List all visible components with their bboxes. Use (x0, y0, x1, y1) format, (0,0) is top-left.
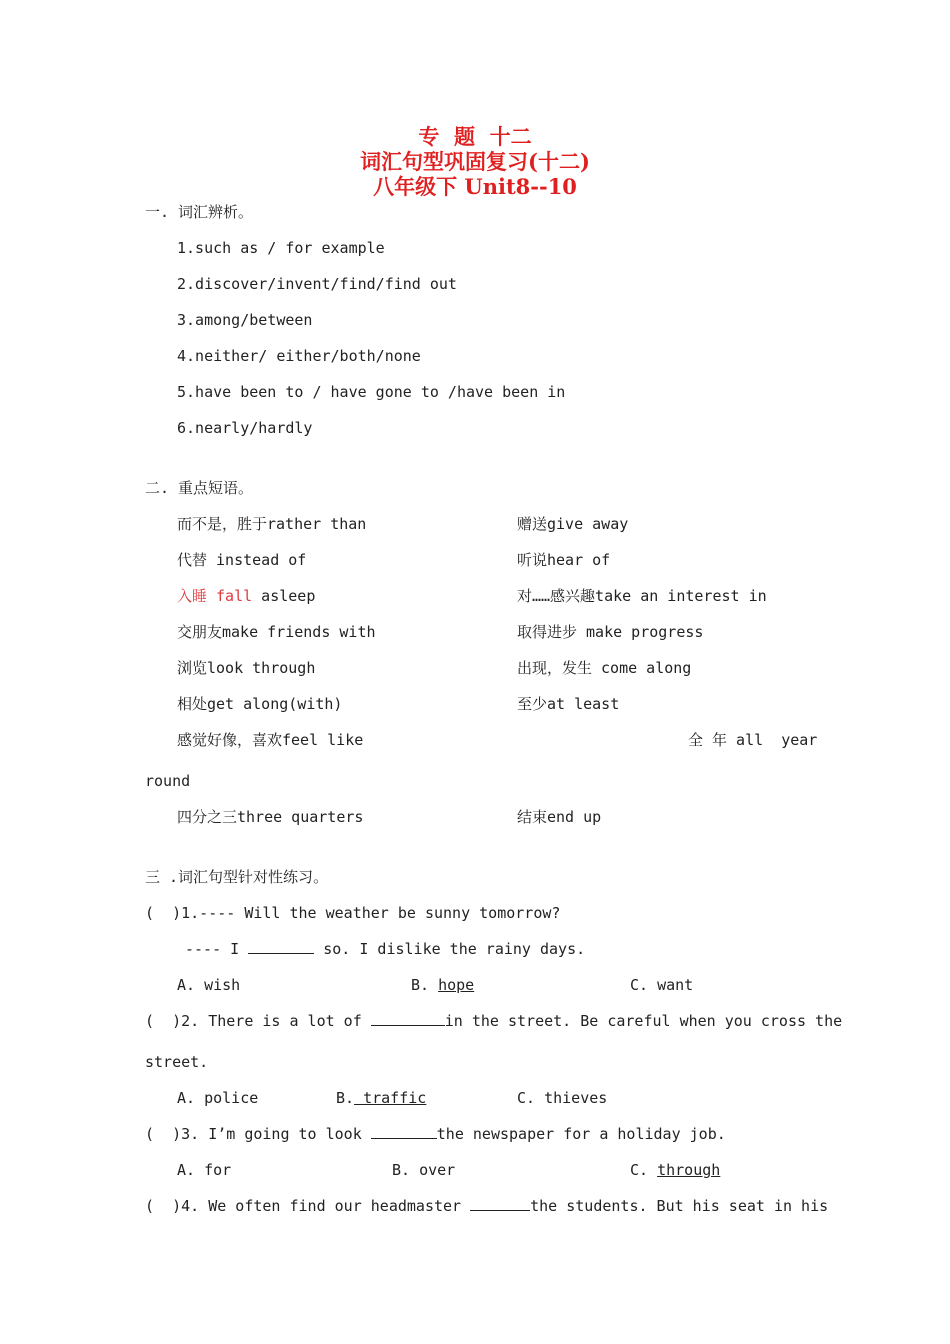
option-letter: C. (630, 1161, 658, 1179)
option-b: B. over (392, 1161, 456, 1179)
phrase-left: 交朋友make friends with (177, 623, 376, 641)
answer-blank (371, 1011, 445, 1026)
section-1-item: 2.discover/invent/find/find out (177, 275, 457, 293)
phrase-right: 全 年 all year (688, 731, 818, 749)
phrase-right: 赠送give away (517, 515, 629, 533)
option-a: A. wish (177, 976, 241, 994)
phrase-right: 听说hear of (517, 551, 611, 569)
option-b (411, 975, 474, 995)
phrase-rest-text: asleep (252, 587, 316, 605)
phrase-right: 取得进步 make progress (517, 623, 704, 641)
phrase-right: 出现，发生 come along (517, 659, 692, 677)
question-3 (145, 1124, 726, 1144)
reply-start: ---- I (185, 940, 249, 958)
question-1-reply (185, 939, 585, 959)
question-end: the students. But his seat in his (530, 1197, 829, 1215)
title-line-3: 八年级下 Unit8--10 (373, 174, 577, 199)
phrase-left: 四分之三three quarters (177, 808, 364, 826)
phrase-left: 感觉好像，喜欢feel like (177, 731, 364, 749)
option-letter: B. (336, 1089, 355, 1107)
phrase-right: 结束end up (517, 808, 602, 826)
phrase-right: 对……感兴趣take an interest in (517, 587, 767, 605)
option-letter: B. (411, 976, 439, 994)
answer-blank (470, 1196, 530, 1211)
question-start: ( )3. I’m going to look (145, 1125, 371, 1143)
reply-end: so. I dislike the rainy days. (314, 940, 586, 958)
question-end: in the street. Be careful when you cross the (444, 1012, 843, 1030)
correct-answer: hope (438, 976, 475, 994)
section-3-heading: 三 .词汇句型针对性练习。 (145, 868, 329, 886)
section-1-item: 1.such as / for example (177, 239, 385, 257)
section-1-heading: 一. 词汇辨析。 (145, 203, 254, 221)
phrase-red-text: 入睡 fall (177, 587, 253, 605)
phrase-right: 至少at least (517, 695, 620, 713)
section-1-item: 6.nearly/hardly (177, 419, 313, 437)
title-line-2: 词汇句型巩固复习(十二) (360, 149, 590, 174)
section-1-item: 5.have been to / have gone to /have been in (177, 383, 566, 401)
question-start: ( )2. There is a lot of (145, 1012, 371, 1030)
phrase-left: 浏览look through (177, 659, 316, 677)
answer-blank (371, 1124, 437, 1139)
section-1-item: 3.among/between (177, 311, 313, 329)
phrase-left: 代替 instead of (177, 551, 307, 569)
option-a: A. for (177, 1161, 232, 1179)
phrase-wrap: round (145, 772, 191, 790)
correct-answer: traffic (354, 1089, 427, 1107)
option-c (630, 1160, 720, 1180)
section-2-heading: 二. 重点短语。 (145, 479, 254, 497)
question-4 (145, 1196, 828, 1216)
option-b (336, 1088, 426, 1108)
title-line-1: 专 题 十二 (418, 124, 532, 149)
option-c: C. thieves (517, 1089, 608, 1107)
question-end: the newspaper for a holiday job. (436, 1125, 726, 1143)
question-2 (145, 1011, 842, 1031)
correct-answer: through (657, 1161, 721, 1179)
phrase-left-highlighted (177, 586, 315, 606)
section-1-item: 4.neither/ either/both/none (177, 347, 421, 365)
phrase-left: 相处get along(with) (177, 695, 343, 713)
question-2-wrap: street. (145, 1053, 209, 1071)
phrase-left: 而不是，胜于rather than (177, 515, 367, 533)
option-c: C. want (630, 976, 694, 994)
question-start: ( )4. We often find our headmaster (145, 1197, 471, 1215)
option-a: A. police (177, 1089, 259, 1107)
question-1: ( )1.---- Will the weather be sunny tomorrow? (145, 904, 561, 922)
answer-blank (248, 939, 314, 954)
